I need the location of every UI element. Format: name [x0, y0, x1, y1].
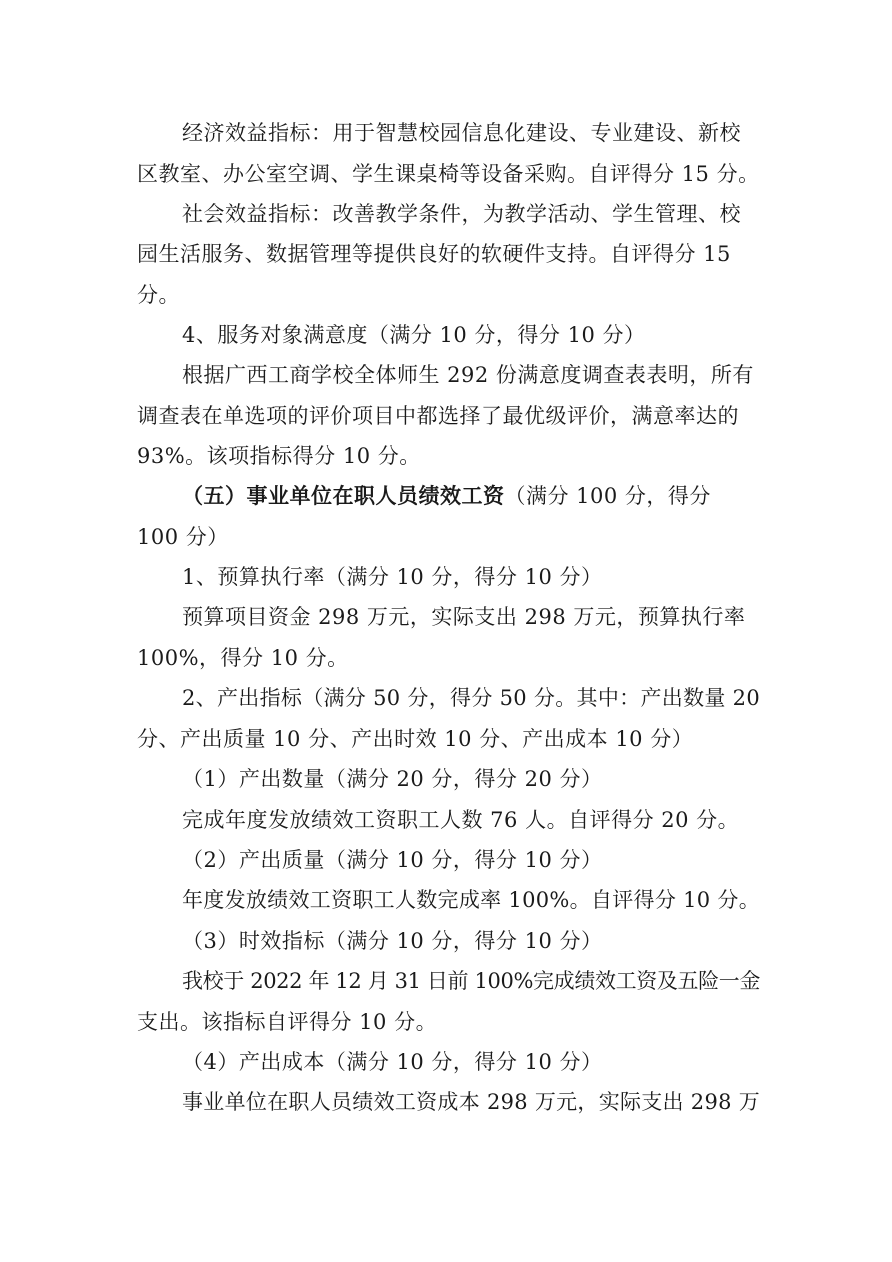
text-line: 事业单位在职人员绩效工资成本 298 万元，实际支出 298 万	[182, 1090, 760, 1114]
text-line: （2）产出质量（满分 10 分，得分 10 分）	[182, 848, 603, 872]
text-line: 预算项目资金 298 万元，实际支出 298 万元，预算执行率	[182, 605, 746, 629]
text-line: 93%。该项指标得分 10 分。	[137, 444, 421, 468]
text-line: 完成年度发放绩效工资职工人数 76 人。自评得分 20 分。	[182, 808, 740, 832]
text-line: 社会效益指标：改善教学条件，为教学活动、学生管理、校	[182, 202, 741, 226]
text-line: 园生活服务、数据管理等提供良好的软硬件支持。自评得分 15	[137, 242, 731, 266]
text-line: 1、预算执行率（满分 10 分，得分 10 分）	[182, 565, 603, 589]
text-line: 区教室、办公室空调、学生课桌椅等设备采购。自评得分 15 分。	[137, 162, 760, 186]
text-line: 分。	[137, 283, 180, 307]
text-line: （1）产出数量（满分 20 分，得分 20 分）	[182, 767, 603, 791]
text-line: （4）产出成本（满分 10 分，得分 10 分）	[182, 1050, 603, 1074]
text-line: 4、服务对象满意度（满分 10 分，得分 10 分）	[182, 323, 646, 347]
text-line: （3）时效指标（满分 10 分，得分 10 分）	[182, 929, 603, 953]
text-line: 调查表在单选项的评价项目中都选择了最优级评价，满意率达的	[137, 404, 739, 428]
text-line: 根据广西工商学校全体师生 292 份满意度调查表表明，所有	[182, 363, 754, 387]
text-line: 年度发放绩效工资职工人数完成率 100%。自评得分 10 分。	[182, 888, 760, 912]
text-line: 2、产出指标（满分 50 分，得分 50 分。其中：产出数量 20	[182, 686, 760, 710]
text-line: 100%，得分 10 分。	[137, 646, 349, 670]
section-heading-score: （满分 100 分，得分	[504, 484, 711, 508]
text-line: 分、产出质量 10 分、产出时效 10 分、产出成本 10 分）	[137, 727, 694, 751]
text-line: 100 分）	[137, 525, 229, 549]
section-heading: （五）事业单位在职人员绩效工资	[182, 483, 505, 508]
section-heading-line	[0, 476, 892, 516]
text-line: 经济效益指标：用于智慧校园信息化建设、专业建设、新校	[182, 121, 741, 145]
text-line: 支出。该指标自评得分 10 分。	[137, 1010, 438, 1034]
text-line: 我校于 2022 年 12 月 31 日前 100%完成绩效工资及五险一金	[182, 969, 760, 993]
